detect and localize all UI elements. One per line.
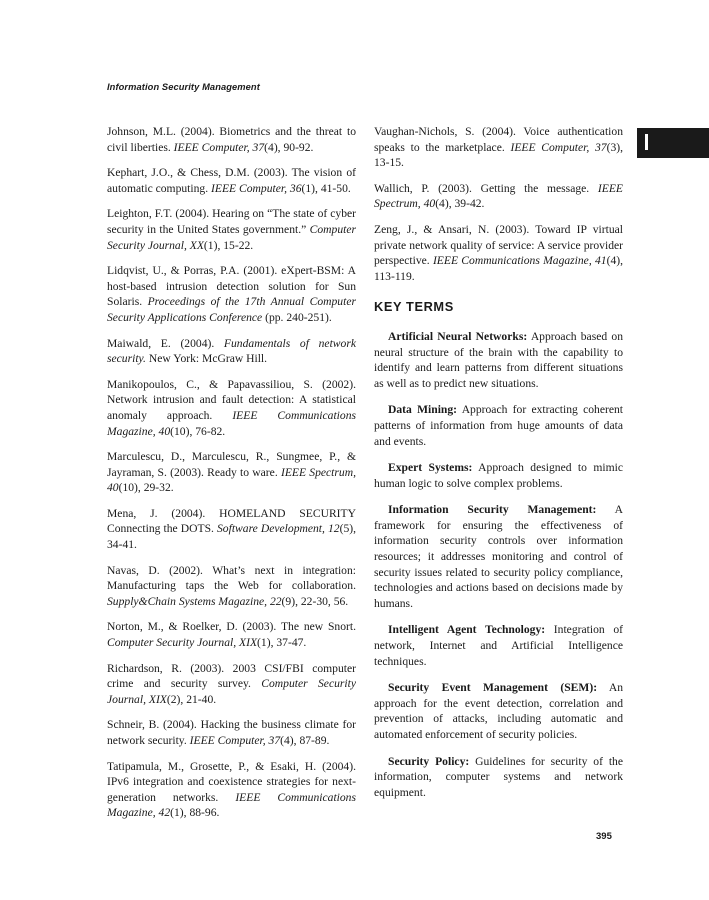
key-term-name: Information Security Management: [388,503,597,517]
page-number: 395 [596,831,612,842]
reference-pages: (2), 21-40. [166,692,217,706]
reference-authors-title: Navas, D. (2002). What’s next in integration: Manufacturing taps the Web for collaboration. [107,563,356,593]
reference-source: IEEE Computer, 37 [510,140,607,154]
reference-pages: (10), 29-32. [118,481,174,495]
key-term-definition: A framework for ensuring the effectiveness of information security controls over information resources; it addresses monitoring and control of security issues related to security policy compliance, technologies and actions based on decisions made by humans. [374,503,623,610]
reference-authors-title: Kephart, J.O., & Chess, D.M. (2003). The vision of automatic computing. [107,166,356,195]
reference-source: Supply&Chain Systems Magazine, 22 [107,594,282,608]
reference-source: Proceedings of the 17th Annual Computer Security Applications Conference [107,295,356,324]
key-term-name: Security Policy: [388,754,470,768]
reference-authors-title: Leighton, F.T. (2004). Hearing on “The state of cyber security in the United States government.” [107,207,356,236]
reference-source: IEEE Spectrum, 40 [107,465,356,495]
reference-authors-title: Wallich, P. (2003). Getting the message. [374,181,598,195]
reference-authors-title: Lidqvist, U., & Porras, P.A. (2001). eXpert-BSM: A host-based intrusion detection solution for Sun Solaris. [107,264,356,309]
reference-authors-title: Richardson, R. (2003). 2003 CSI/FBI computer crime and security survey. [107,661,356,691]
reference-entry [107,263,356,325]
reference-authors-title: Mena, J. (2004). HOMELAND SECURITY Connecting the DOTS. [107,506,356,536]
reference-entry [107,124,356,155]
reference-source: Fundamentals of network security. [107,336,356,366]
reference-pages: (4), 39-42. [435,197,485,211]
reference-pages: New York: McGraw Hill. [145,352,268,366]
reference-entry [107,336,356,367]
reference-pages: (1), 41-50. [301,181,351,195]
reference-authors-title: Marculescu, D., Marculescu, R., Sungmee, P., & Jayraman, S. (2003). Ready to ware. [107,450,356,479]
right-column [374,124,623,811]
key-term-entry [374,460,623,491]
reference-entry [107,206,356,253]
reference-entry [374,181,623,212]
key-terms-list [374,329,623,800]
key-term-entry [374,754,623,801]
section-thumb-tab [637,128,709,158]
key-term-entry [374,402,623,449]
reference-entry [107,449,356,496]
reference-source: IEEE Communications Magazine, 40 [107,408,356,438]
key-term-definition: Integration of network, Internet and Artificial Intelligence techniques. [374,623,623,668]
key-term-name: Data Mining: [388,403,458,417]
key-term-name: Intelligent Agent Technology: [388,623,546,637]
reference-entry [374,124,623,171]
references-right-list [374,124,623,284]
key-term-entry [374,680,623,742]
reference-source: IEEE Computer, 37 [189,734,281,747]
reference-pages: (5), 34-41. [107,522,357,552]
key-term-name: Security Event Management (SEM): [388,681,598,695]
reference-source: IEEE Communications Magazine, 42 [107,790,356,820]
reference-entry [107,506,356,553]
reference-authors-title: Schneir, B. (2004). Hacking the business climate for network security. [107,718,356,747]
reference-authors-title: Zeng, J., & Ansari, N. (2003). Toward IP virtual private network quality of service: A service provider perspective. [374,222,623,268]
reference-entry [107,377,356,439]
reference-authors-title: Johnson, M.L. (2004). Biometrics and the threat to civil liberties. [107,125,356,154]
reference-source: IEEE Spectrum, 40 [374,181,623,211]
reference-entry [107,165,356,196]
reference-pages: (10), 76-82. [170,424,226,438]
key-term-definition: Approach designed to mimic human logic to solve complex problems. [374,461,624,490]
reference-pages: (1), 37-47. [257,636,307,650]
reference-source: Computer Security Journal, XIX [107,677,356,706]
reference-pages: (pp. 240-251). [262,310,332,324]
key-term-definition: Approach based on neural structure of the brain with the capability to identify and learn patterns from different situations as well as to predict new situations. [374,329,623,390]
key-term-name: Artificial Neural Networks: [388,329,528,343]
references-left-column [107,124,356,821]
reference-pages: (9), 22-30, 56. [281,594,349,608]
key-term-entry [374,329,623,391]
key-term-name: Expert Systems: [388,461,473,475]
reference-pages: (1), 88-96. [170,806,220,820]
key-term-definition: Approach for extracting coherent patterns of information from huge amounts of data and events. [374,403,623,448]
reference-source: Software Development, 12 [217,522,340,536]
reference-pages: (3), 13-15. [374,140,623,170]
key-term-entry [374,622,623,669]
reference-source: IEEE Computer, 36 [211,181,302,195]
key-term-entry [374,502,623,611]
reference-authors-title: Tatipamula, M., Grosette, P., & Esaki, H. (2004). IPv6 integration and coexistence strategies for next-generation networks. [107,759,356,804]
reference-entry [374,222,623,284]
reference-pages: (1), 15-22. [203,238,254,252]
reference-source: IEEE Communications Magazine, 41 [432,254,607,268]
key-term-definition: An approach for the event detection, correlation and prevention of attacks, including automatic and automated enforcement of security policies. [374,681,624,741]
reference-entry [107,619,356,650]
reference-authors-title: Manikopoulos, C., & Papavassiliou, S. (2002). Network intrusion and fault detection: A statistical anomaly approach. [107,377,356,422]
reference-entry [107,661,356,708]
reference-source: IEEE Computer, 37 [173,140,265,154]
key-term-definition: Guidelines for security of the information, computer systems and network equipment. [374,754,623,799]
reference-entry [107,717,356,748]
reference-authors-title: Norton, M., & Roelker, D. (2003). The new Snort. [107,620,356,634]
reference-entry [107,563,356,610]
reference-authors-title: Vaughan-Nichols, S. (2004). Voice authentication speaks to the marketplace. [374,125,623,154]
reference-pages: (4), 87-89. [280,734,330,747]
reference-entry [107,759,356,821]
reference-pages: (4), 113-119. [374,254,623,283]
thumb-tab-letter-mark [645,134,648,150]
reference-source: Computer Security Journal, XIX [107,636,258,650]
reference-source: Computer Security Journal, XX [107,222,356,252]
reference-pages: (4), 90-92. [264,140,314,154]
key-terms-heading: KEY TERMS [374,299,454,315]
running-head: Information Security Management [107,82,260,92]
reference-authors-title: Maiwald, E. (2004). [107,336,224,350]
